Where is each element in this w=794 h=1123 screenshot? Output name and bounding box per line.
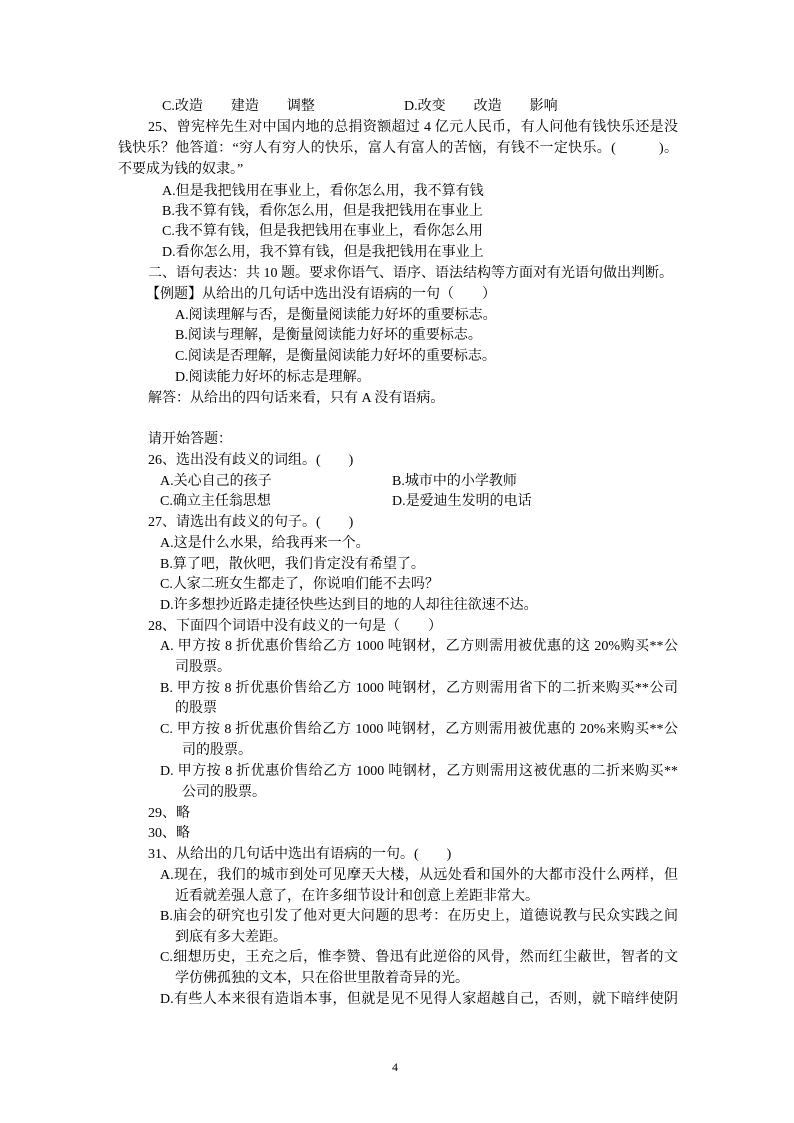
q25-stem-line3: 不要成为钱的奴隶。” (118, 162, 244, 177)
q27-option-b: B.算了吧，散伙吧，我们肯定没有希望了。 (160, 557, 425, 572)
q31-option-b-line1: B.庙会的研究也引发了他对更大问题的思考：在历史上，道德说教与民众实践之间 (160, 909, 678, 924)
q31-option-a-line1: A.现在，我们的城市到处可见摩天大楼，从远处看和国外的大都市没什么两样，但 (160, 868, 678, 883)
q24-option-c: C.改造 建造 调整 (162, 99, 315, 114)
q28-stem: 28、下面四个词语中没有歧义的一句是（ ） (148, 619, 442, 634)
q31-option-d-line1: D.有些人本来很有造诣本事，但就是见不见得人家超越自己，否则，就下暗绊使阴 (160, 992, 678, 1007)
start-prompt: 请开始答题： (148, 432, 232, 447)
q27-stem: 27、请选出有歧义的句子。( ) (148, 515, 354, 530)
q31-option-a-line2: 近看就差强人意了，在许多细节设计和创意上差距非常大。 (175, 889, 539, 904)
example-answer: 解答：从给出的四句话来看，只有 A 没有语病。 (148, 391, 445, 406)
q31-option-c-line2: 学仿佛孤独的文本，只在俗世里散着奇异的光。 (175, 971, 469, 986)
q28-option-a-line2: 司股票。 (175, 660, 231, 675)
q28-option-b-line2: 的股票 (175, 701, 217, 716)
q28-option-b-line1: B. 甲方按 8 折优惠价售给乙方 1000 吨钢材，乙方则需用省下的二折来购买**公司 (160, 681, 678, 696)
q27-option-c: C.人家二班女生都走了，你说咱们能不去吗？ (160, 577, 439, 592)
q31-stem: 31、从给出的几句话中选出有语病的一句。( ) (148, 847, 452, 862)
q31-option-c-line1: C.细想历史，王充之后，惟李赞、鲁迅有此逆俗的风骨，然而红尘蔽世，智者的文 (160, 950, 678, 965)
q25-option-d: D.看你怎么用，我不算有钱，但是我把钱用在事业上 (162, 245, 484, 260)
q30: 30、略 (148, 826, 190, 841)
q25-option-b: B.我不算有钱，看你怎么用，但是我把钱用在事业上 (162, 204, 483, 219)
q28-option-a-line1: A. 甲方按 8 折优惠价售给乙方 1000 吨钢材，乙方则需用被优惠的这 20%购买**公 (160, 639, 678, 654)
q25-option-c: C.我不算有钱，但是我把钱用在事业上，看你怎么用 (162, 224, 483, 239)
q28-option-c-line2: 司的股票。 (182, 743, 252, 758)
q29: 29、略 (148, 806, 190, 821)
q26-stem: 26、选出没有歧义的词组。( ) (148, 453, 354, 468)
q28-option-d-line1: D. 甲方按 8 折优惠价售给乙方 1000 吨钢材，乙方则需用这被优惠的二折来购买** (160, 764, 678, 779)
q26-option-d: D.是爱迪生发明的电话 (392, 494, 532, 509)
q28-option-d-line2: 公司的股票。 (182, 785, 266, 800)
q25-stem-line2: 钱快乐？他答道：“穷人有穷人的快乐，富人有富人的苦恼，有钱不一定快乐。( )。 (118, 141, 678, 156)
example-option-b: B.阅读与理解，是衡量阅读能力好坏的重要标志。 (175, 328, 482, 343)
q24-option-d: D.改变 改造 影响 (404, 99, 558, 114)
q28-option-c-line1: C. 甲方按 8 折优惠价售给乙方 1000 吨钢材，乙方则需用被优惠的 20%来购买**公 (160, 722, 678, 737)
q27-option-a: A.这是什么水果，给我再来一个。 (160, 536, 370, 551)
q26-option-b: B.城市中的小学教师 (392, 474, 517, 489)
example-stem: 【例题】从给出的几句话中选出没有语病的一句（ ） (146, 287, 496, 302)
example-option-a: A.阅读理解与否，是衡量阅读能力好坏的重要标志。 (175, 308, 497, 323)
page-number: 4 (392, 1060, 398, 1074)
q25-stem-line1: 25、曾宪梓先生对中国内地的总捐资额超过 4 亿元人民币，有人问他有钱快乐还是没 (148, 120, 678, 135)
example-option-d: D.阅读能力好坏的标志是理解。 (175, 370, 371, 385)
section2-heading: 二、语句表达：共 10 题。要求你语气、语序、语法结构等方面对有光语句做出判断。 (148, 266, 673, 281)
q26-option-c: C.确立主任翁思想 (160, 494, 271, 509)
example-option-c: C.阅读是否理解，是衡量阅读能力好坏的重要标志。 (175, 349, 496, 364)
q25-option-a: A.但是我把钱用在事业上，看你怎么用，我不算有钱 (162, 184, 484, 199)
q27-option-d: D.许多想抄近路走捷径快些达到目的地的人却往往欲速不达。 (160, 598, 538, 613)
q31-option-b-line2: 到底有多大差距。 (175, 930, 287, 945)
q26-option-a: A.关心自己的孩子 (160, 474, 272, 489)
